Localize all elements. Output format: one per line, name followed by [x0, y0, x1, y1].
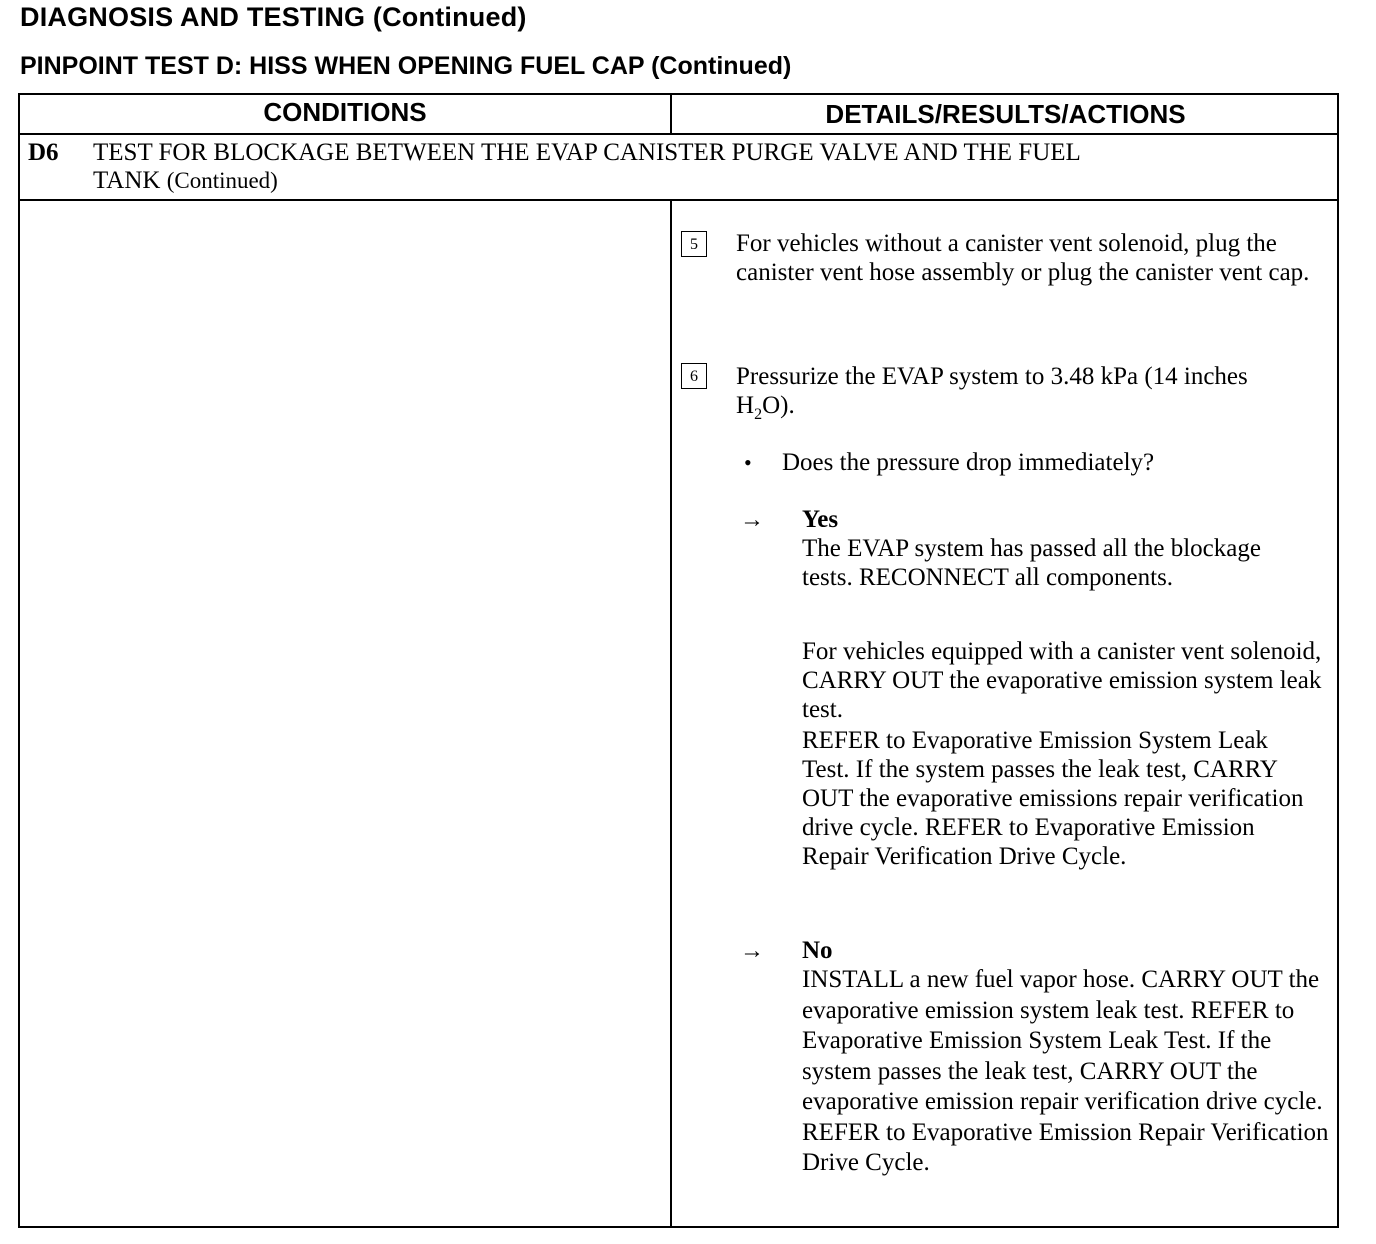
step-title: TEST FOR BLOCKAGE BETWEEN THE EVAP CANISTER PURGE VALVE AND THE FUEL TANK (Continued) — [93, 139, 1081, 194]
step-number-box: 5 — [681, 231, 707, 257]
step-6-text: Pressurize the EVAP system to 3.48 kPa (14 inches $H_2O$). — [736, 363, 1248, 423]
yes-result-text: REFER to Evaporative Emission System Leak Test. If the system passes the leak test, CARRY OUT the evaporative emissions repair verification drive cycle. REFER to Evaporative Emission Repair Verification Drive Cycle. — [802, 727, 1304, 870]
step-5-text: For vehicles without a canister vent solenoid, plug the canister vent hose assembly or plug the canister vent cap. — [736, 230, 1310, 286]
pinpoint-table — [18, 93, 1339, 1228]
column-divider — [670, 95, 672, 135]
no-result-text: INSTALL a new fuel vapor hose. CARRY OUT the evaporative emission system leak test. REFER to Evaporative Emission System Leak Test. If the system passes the leak test, CARRY OUT the evaporative emission repair verification drive cycle. REFER to Evaporative Emission Repair Verification Drive Cycle. — [802, 966, 1329, 1176]
test-title: PINPOINT TEST D: HISS WHEN OPENING FUEL CAP (Continued) — [20, 52, 792, 80]
header-divider — [20, 133, 1337, 135]
conditions-header: CONDITIONS — [263, 97, 427, 127]
step-divider — [20, 199, 1337, 201]
column-divider — [670, 201, 672, 1226]
no-label: No — [802, 937, 833, 964]
bullet-icon: • — [744, 450, 752, 475]
question-text: Does the pressure drop immediately? — [782, 449, 1155, 476]
step-number-box: 6 — [681, 363, 707, 389]
details-header: DETAILS/RESULTS/ACTIONS — [825, 99, 1186, 129]
yes-result-text: For vehicles equipped with a canister vent solenoid, CARRY OUT the evaporative emission system leak test. — [802, 638, 1322, 723]
yes-label: Yes — [802, 506, 839, 533]
step-id: D6 — [28, 139, 59, 166]
yes-result-text: The EVAP system has passed all the blockage tests. RECONNECT all components. — [802, 535, 1261, 591]
arrow-right-icon: → — [740, 507, 764, 533]
arrow-right-icon: → — [740, 938, 764, 964]
section-title: DIAGNOSIS AND TESTING (Continued) — [20, 2, 527, 32]
